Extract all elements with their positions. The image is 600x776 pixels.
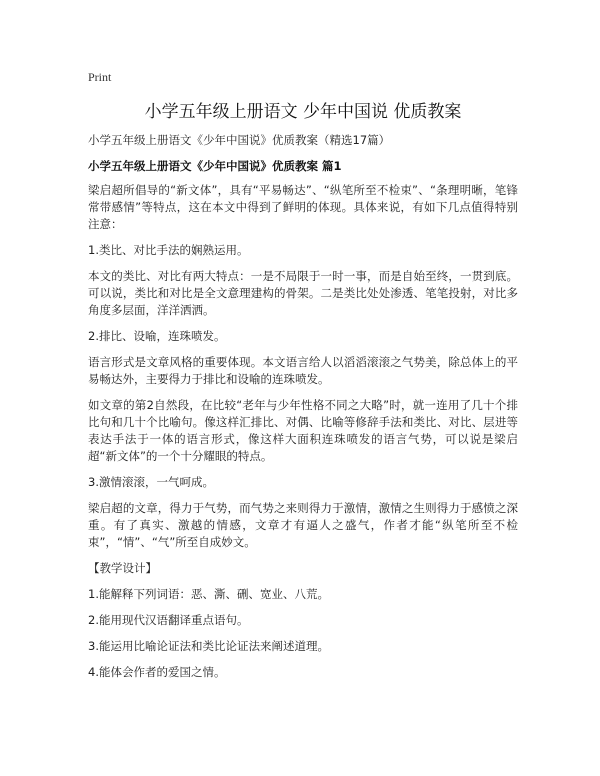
print-label[interactable]: Print [88, 70, 112, 84]
objective-item-4: 4.能体会作者的爱国之情。 [88, 665, 226, 679]
point-3-heading: 3.激情滚滚，一气呵成。 [88, 475, 214, 489]
point-2-heading: 2.排比、设喻，连珠喷发。 [88, 329, 226, 343]
objective-item-2: 2.能用现代汉语翻译重点语句。 [88, 613, 249, 627]
section-heading: 小学五年级上册语文《少年中国说》优质教案 篇1 [88, 159, 342, 173]
page-title: 小学五年级上册语文 少年中国说 优质教案 [144, 102, 462, 122]
point-2-example-paragraph: 如文章的第2自然段，在比较“老年与少年性格不同之大略”时，就一连用了几十个排比句和几十个比喻句。像这样汇排比、对偶、比喻等修辞手法和类比、对比、层进等表达手法于一体的语言形式，像这样大面积连珠喷发的语言气势，可以说是梁启超“新文体”的一个十分耀眼的特点。 [88, 398, 518, 463]
point-2-paragraph: 语言形式是文章风格的重要体现。本文语言给人以滔滔滚滚之气势美，除总体上的平易畅达外，主要得力于排比和设喻的连珠喷发。 [88, 355, 518, 386]
point-1-paragraph: 本文的类比、对比有两大特点：一是不局限于一时一事，而是自始至终，一贯到底。可以说，类比和对比是全文意理建构的骨架。二是类比处处渗透、笔笔投射，对比多角度多层面，洋洋洒洒。 [88, 269, 518, 317]
point-1-heading: 1.类比、对比手法的娴熟运用。 [88, 243, 249, 257]
objective-item-1: 1.能解释下列词语：恶、澌、硎、宽业、八荒。 [88, 587, 329, 601]
intro-paragraph: 梁启超所倡导的“新文体”，具有“平易畅达”、“纵笔所至不检束”、“条理明晰，笔锋常带感情”等特点，这在本文中得到了鲜明的体现。具体来说，有如下几点值得特别注意： [88, 183, 518, 231]
teaching-design-heading: 【教学设计】 [88, 561, 157, 575]
point-3-paragraph: 梁启超的文章，得力于气势，而气势之来则得力于激情，激情之生则得力于感愤之深重。有了真实、激越的情感，文章才有逼人之盛气，作者才能“纵笔所至不检束”，“情”、“气”所至自成妙文。 [88, 501, 518, 549]
objective-item-3: 3.能运用比喻论证法和类比论证法来阐述道理。 [88, 639, 329, 653]
document-subtitle: 小学五年级上册语文《少年中国说》优质教案（精选17篇） [88, 133, 391, 147]
